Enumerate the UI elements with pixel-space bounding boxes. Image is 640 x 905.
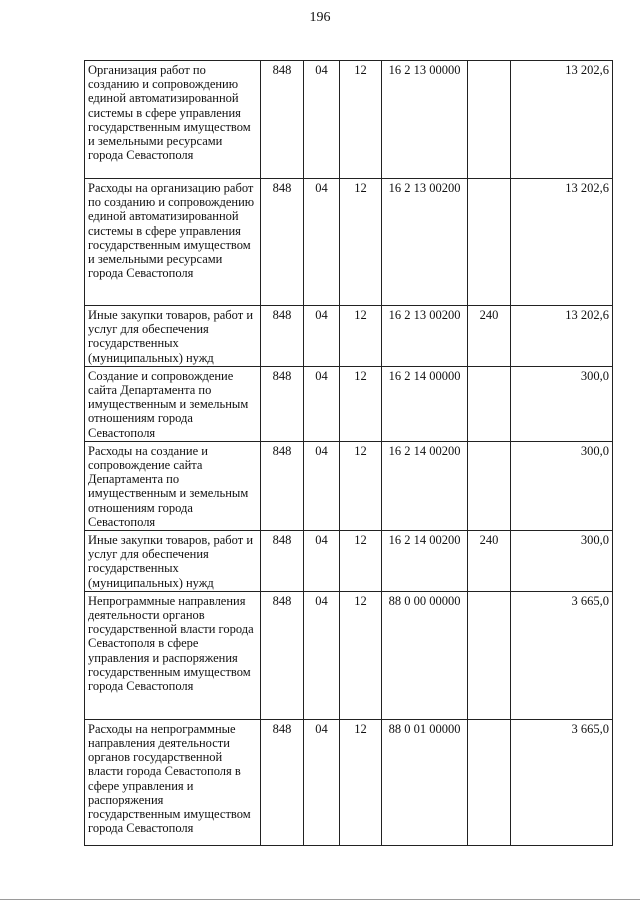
table-row: [85, 441, 613, 530]
row-expense-type-cell: 240: [468, 306, 511, 367]
row-name-cell: Непрограммные направления деятельности органов государственной власти города Севастополя в сфере управления и распоряжения государственным имуществом города Севастополя: [85, 591, 261, 719]
row-sum-cell: 13 202,6: [511, 306, 613, 367]
page-number: 196: [309, 10, 331, 25]
row-section-cell: 04: [304, 441, 340, 530]
budget-table: [84, 60, 613, 846]
row-sum-cell: 13 202,6: [511, 61, 613, 179]
row-name-cell: Расходы на непрограммные направления деятельности органов государственной власти города Севастополя в сфере управления и распоряжения государственным имуществом города Севастополя: [85, 719, 261, 845]
row-name-cell: Расходы на организацию работ по созданию и сопровождению единой автоматизированной системы в сфере управления государственным имуществом и земельными ресурсами города Севастополя: [85, 179, 261, 306]
row-target-code-cell: 16 2 13 00200: [382, 306, 468, 367]
row-ved-cell: 848: [261, 366, 304, 441]
row-section-cell: 04: [304, 719, 340, 845]
table-row: [85, 591, 613, 719]
row-name-cell: Расходы на создание и сопровождение сайта Департамента по имущественным и земельным отношениям города Севастополя: [85, 441, 261, 530]
row-name-cell: Организация работ по созданию и сопровождению единой автоматизированной системы в сфере управления государственным имуществом и земельными ресурсами города Севастополя: [85, 61, 261, 179]
row-name-cell: Создание и сопровождение сайта Департамента по имущественным и земельным отношениям города Севастополя: [85, 366, 261, 441]
row-subsection-cell: 12: [340, 61, 382, 179]
row-sum-cell: 300,0: [511, 531, 613, 592]
row-subsection-cell: 12: [340, 179, 382, 306]
table-row: [85, 531, 613, 592]
row-target-code-cell: 88 0 00 00000: [382, 591, 468, 719]
row-ved-cell: 848: [261, 179, 304, 306]
row-sum-cell: 3 665,0: [511, 591, 613, 719]
row-ved-cell: 848: [261, 61, 304, 179]
row-sum-cell: 300,0: [511, 366, 613, 441]
row-target-code-cell: 16 2 13 00000: [382, 61, 468, 179]
row-subsection-cell: 12: [340, 719, 382, 845]
table-row: [85, 61, 613, 179]
row-target-code-cell: 16 2 13 00200: [382, 179, 468, 306]
row-target-code-cell: 88 0 01 00000: [382, 719, 468, 845]
row-ved-cell: 848: [261, 531, 304, 592]
scan-bottom-edge: [0, 899, 640, 900]
row-section-cell: 04: [304, 591, 340, 719]
row-section-cell: 04: [304, 179, 340, 306]
row-expense-type-cell: [468, 366, 511, 441]
row-expense-type-cell: [468, 719, 511, 845]
row-section-cell: 04: [304, 306, 340, 367]
row-expense-type-cell: [468, 61, 511, 179]
row-expense-type-cell: 240: [468, 531, 511, 592]
row-subsection-cell: 12: [340, 306, 382, 367]
row-section-cell: 04: [304, 366, 340, 441]
row-ved-cell: 848: [261, 591, 304, 719]
row-section-cell: 04: [304, 61, 340, 179]
row-section-cell: 04: [304, 531, 340, 592]
row-target-code-cell: 16 2 14 00200: [382, 531, 468, 592]
table-row: [85, 719, 613, 845]
row-expense-type-cell: [468, 591, 511, 719]
row-target-code-cell: 16 2 14 00000: [382, 366, 468, 441]
row-name-cell: Иные закупки товаров, работ и услуг для обеспечения государственных (муниципальных) нужд: [85, 531, 261, 592]
row-subsection-cell: 12: [340, 366, 382, 441]
row-sum-cell: 13 202,6: [511, 179, 613, 306]
row-subsection-cell: 12: [340, 531, 382, 592]
row-expense-type-cell: [468, 179, 511, 306]
row-ved-cell: 848: [261, 441, 304, 530]
row-target-code-cell: 16 2 14 00200: [382, 441, 468, 530]
row-sum-cell: 300,0: [511, 441, 613, 530]
row-name-cell: Иные закупки товаров, работ и услуг для обеспечения государственных (муниципальных) нужд: [85, 306, 261, 367]
row-ved-cell: 848: [261, 719, 304, 845]
row-subsection-cell: 12: [340, 591, 382, 719]
table-row: [85, 306, 613, 367]
row-subsection-cell: 12: [340, 441, 382, 530]
row-ved-cell: 848: [261, 306, 304, 367]
row-sum-cell: 3 665,0: [511, 719, 613, 845]
table-row: [85, 179, 613, 306]
table-row: [85, 366, 613, 441]
row-expense-type-cell: [468, 441, 511, 530]
